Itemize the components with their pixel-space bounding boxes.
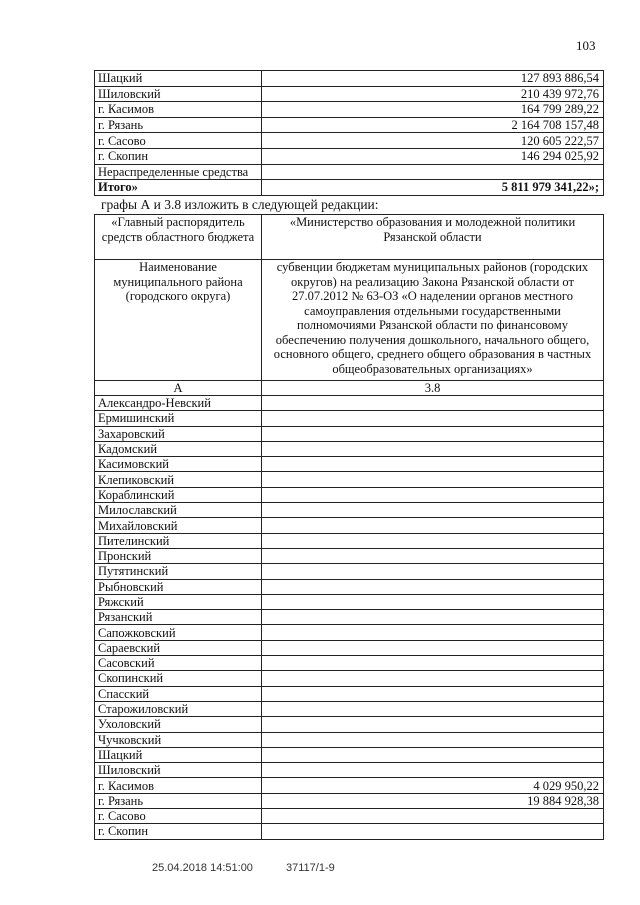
district-name-cell: Захаровский: [95, 426, 262, 441]
amount-cell: [262, 518, 604, 533]
header-distributor-label: «Главный распорядитель средств областного бюджета: [95, 215, 262, 260]
amount-cell: [262, 426, 604, 441]
table-row: [95, 86, 604, 102]
amount-cell: 127 893 886,54: [262, 71, 604, 87]
table-row: [95, 701, 604, 716]
amount-cell: [262, 411, 604, 426]
amendment-instruction: графы А и 3.8 изложить в следующей редакции:: [101, 197, 379, 212]
amount-cell: [262, 824, 604, 839]
table-row: [95, 747, 604, 762]
table-row: [95, 763, 604, 778]
district-name-cell: г. Скопин: [95, 148, 262, 164]
amount-cell: [262, 610, 604, 625]
table-row: [95, 594, 604, 609]
table-row: [95, 71, 604, 87]
district-name-cell: Нераспределенные средства: [95, 164, 262, 180]
district-name-cell: Пителинский: [95, 533, 262, 548]
district-name-cell: г. Касимов: [95, 778, 262, 793]
table-row: [95, 133, 604, 149]
amount-cell: [262, 503, 604, 518]
district-name-cell: Рязанский: [95, 610, 262, 625]
column-3-8-label: 3.8: [262, 381, 604, 396]
amount-cell: 120 605 222,57: [262, 133, 604, 149]
table-row: [95, 625, 604, 640]
amount-cell: [262, 457, 604, 472]
amount-cell: 5 811 979 341,22»;: [262, 180, 604, 196]
amount-cell: [262, 396, 604, 411]
column-letters-row: [95, 381, 604, 396]
district-name-cell: Ухоловский: [95, 717, 262, 732]
amount-cell: [262, 747, 604, 762]
district-name-cell: Шиловский: [95, 763, 262, 778]
amount-cell: [262, 472, 604, 487]
district-name-cell: Пронский: [95, 548, 262, 563]
district-name-cell: Сапожковский: [95, 625, 262, 640]
table-row: [95, 824, 604, 839]
table-row: [95, 809, 604, 824]
district-name-cell: Михайловский: [95, 518, 262, 533]
district-name-cell: г. Сасово: [95, 133, 262, 149]
footer-timestamp: 25.04.2018 14:51:00: [152, 862, 253, 874]
amount-cell: [262, 763, 604, 778]
amount-cell: [262, 164, 604, 180]
district-name-cell: Путятинский: [95, 564, 262, 579]
district-name-cell: Сараевский: [95, 640, 262, 655]
table-row: [95, 102, 604, 118]
amount-cell: [262, 732, 604, 747]
table-row: [95, 441, 604, 456]
amount-cell: [262, 548, 604, 563]
district-name-cell: Старожиловский: [95, 701, 262, 716]
district-name-cell: Шацкий: [95, 71, 262, 87]
amended-columns-table: [94, 214, 604, 840]
column-a-label: А: [95, 381, 262, 396]
table-row: [95, 518, 604, 533]
amount-cell: [262, 717, 604, 732]
district-name-cell: Ряжский: [95, 594, 262, 609]
amount-cell: [262, 809, 604, 824]
amount-cell: 4 029 950,22: [262, 778, 604, 793]
district-name-cell: Шиловский: [95, 86, 262, 102]
table-row: [95, 671, 604, 686]
district-name-cell: г. Рязань: [95, 793, 262, 808]
amount-cell: [262, 640, 604, 655]
district-name-cell: г. Рязань: [95, 117, 262, 133]
district-name-cell: Шацкий: [95, 747, 262, 762]
table-row: [95, 503, 604, 518]
district-name-cell: Ермишинский: [95, 411, 262, 426]
table-row: [95, 732, 604, 747]
amount-cell: [262, 441, 604, 456]
district-name-cell: г. Сасово: [95, 809, 262, 824]
district-name-cell: Скопинский: [95, 671, 262, 686]
table-row: [95, 411, 604, 426]
amount-cell: [262, 686, 604, 701]
amount-cell: 146 294 025,92: [262, 148, 604, 164]
footer-document-code: 37117/1-9: [286, 862, 335, 874]
table-row: [95, 564, 604, 579]
amount-cell: [262, 625, 604, 640]
district-name-cell: Рыбновский: [95, 579, 262, 594]
table-row: [95, 656, 604, 671]
table-row: [95, 148, 604, 164]
table-row: [95, 610, 604, 625]
table-row: [95, 686, 604, 701]
table-row: [95, 793, 604, 808]
amount-cell: 2 164 708 157,48: [262, 117, 604, 133]
header-ministry-name: «Министерство образования и молодежной политики Рязанской области: [262, 215, 604, 260]
district-name-cell: Кораблинский: [95, 487, 262, 502]
header-subvention-description: субвенции бюджетам муниципальных районов (городских округов) на реализацию Закона Рязанской области от 27.07.2012 № 63-ОЗ «О наделении органов местного самоуправления отдельными государственными полномочиями Рязанской области по финансовому обеспечению получения дошкольного, начального общего, основного общего, среднего общего образования в частных общеобразовательных организациях»: [262, 260, 604, 381]
amount-cell: 19 884 928,38: [262, 793, 604, 808]
table-row: [95, 457, 604, 472]
table-row: [95, 487, 604, 502]
district-name-cell: Милославский: [95, 503, 262, 518]
amount-cell: 164 799 289,22: [262, 102, 604, 118]
district-name-cell: Спасский: [95, 686, 262, 701]
table-row: [95, 579, 604, 594]
district-name-cell: Кадомский: [95, 441, 262, 456]
district-name-cell: Касимовский: [95, 457, 262, 472]
table-row: [95, 640, 604, 655]
amount-cell: [262, 671, 604, 686]
page-number: 103: [576, 38, 596, 53]
amount-cell: [262, 533, 604, 548]
amount-cell: [262, 487, 604, 502]
header-row-subvention: [95, 260, 604, 381]
amount-cell: [262, 594, 604, 609]
table-row: [95, 396, 604, 411]
district-name-cell: г. Скопин: [95, 824, 262, 839]
amount-cell: [262, 656, 604, 671]
table-row: [95, 426, 604, 441]
allocation-table-continued: [94, 70, 604, 196]
amount-cell: 210 439 972,76: [262, 86, 604, 102]
district-name-cell: Итого»: [95, 180, 262, 196]
district-name-cell: Чучковский: [95, 732, 262, 747]
table-row: [95, 164, 604, 180]
district-name-cell: Александро-Невский: [95, 396, 262, 411]
table-row: [95, 117, 604, 133]
table-row: [95, 717, 604, 732]
total-row: [95, 180, 604, 196]
amount-cell: [262, 701, 604, 716]
table-row: [95, 778, 604, 793]
district-name-cell: Клепиковский: [95, 472, 262, 487]
amount-cell: [262, 564, 604, 579]
district-name-cell: Сасовский: [95, 656, 262, 671]
table-row: [95, 548, 604, 563]
district-name-cell: г. Касимов: [95, 102, 262, 118]
table-row: [95, 533, 604, 548]
amount-cell: [262, 579, 604, 594]
header-district-label: Наименование муниципального района (городского округа): [95, 260, 262, 381]
header-row-distributor: [95, 215, 604, 260]
table-row: [95, 472, 604, 487]
